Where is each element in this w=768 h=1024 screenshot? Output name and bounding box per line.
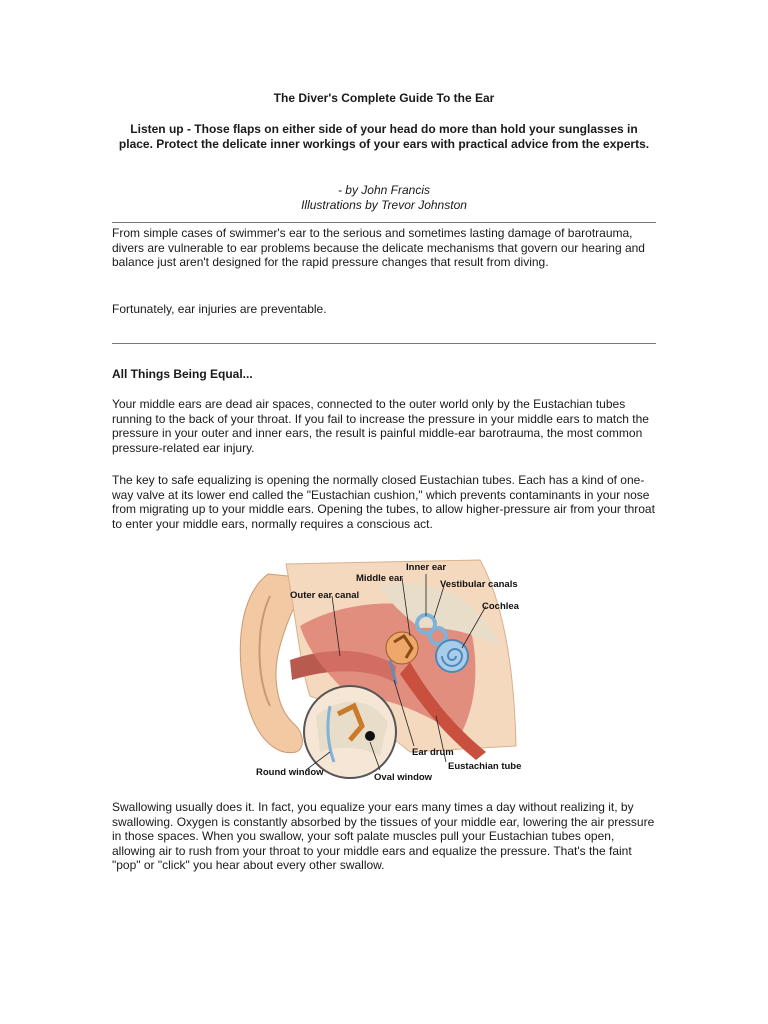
label-eustachian-tube: Eustachian tube — [448, 761, 522, 772]
ear-anatomy-illustration — [230, 556, 530, 792]
section-heading: All Things Being Equal... — [112, 367, 253, 381]
illustrator-credit: Illustrations by Trevor Johnston — [301, 197, 467, 212]
article-title: The Diver's Complete Guide To the Ear — [273, 91, 495, 105]
intro-paragraph-1: From simple cases of swimmer's ear to the serious and sometimes lasting damage of barotrauma, divers are vulnerable to ear problems because the delicate mechanisms that govern our hearing and balance just aren't designed for the rapid pressure changes that result from diving. — [112, 226, 645, 269]
label-inner-ear: Inner ear — [406, 562, 447, 573]
label-middle-ear: Middle ear — [356, 573, 403, 584]
byline — [112, 183, 656, 212]
label-oval-window: Oval window — [374, 772, 433, 783]
section-paragraph-3: Swallowing usually does it. In fact, you equalize your ears many times a day without realizing it, by swallowing. Oxygen is constantly absorbed by the tissues of your middle ear, lowering the air pressure in those spaces. When you swallow, your soft palate muscles pull your Eustachian tubes open, allowing air to rush from your throat to your middle ears and equalize the pressure. That's the faint "pop" or "click" you hear about every other swallow. — [112, 800, 655, 872]
label-outer-ear-canal: Outer ear canal — [290, 590, 360, 601]
inset-round-window — [365, 731, 375, 741]
label-cochlea: Cochlea — [482, 601, 519, 612]
author-credit: - by John Francis — [337, 183, 431, 197]
label-round-window: Round window — [256, 767, 324, 778]
article-lead: Listen up - Those flaps on either side of your head do more than hold your sunglasses in place. Protect the delicate inner workings of your ears with practical advice from the experts. — [118, 122, 650, 151]
section-paragraph-2: The key to safe equalizing is opening the normally closed Eustachian tubes. Each has a kind of one-way valve at its lower end called the "Eustachian cushion," which prevents contaminants in your nose from migrating up to your middle ears. Opening the tubes, to allow higher-pressure air from your throat to enter your middle ears, normally requires a conscious act. — [112, 473, 655, 531]
intro-paragraph-2: Fortunately, ear injuries are preventable. — [112, 302, 327, 316]
divider-bottom — [112, 343, 656, 344]
section-paragraph-1: Your middle ears are dead air spaces, connected to the outer world only by the Eustachian tubes running to the back of your throat. If you fail to increase the pressure in your middle ears to match the pressure in your outer and inner ears, the result is painful middle-ear barotrauma, the most common pressure-related ear injury. — [112, 397, 649, 455]
cochlea-shape — [436, 640, 468, 672]
label-vestibular-canals: Vestibular canals — [440, 579, 518, 590]
divider-top — [112, 222, 656, 223]
label-ear-drum: Ear drum — [412, 747, 454, 758]
